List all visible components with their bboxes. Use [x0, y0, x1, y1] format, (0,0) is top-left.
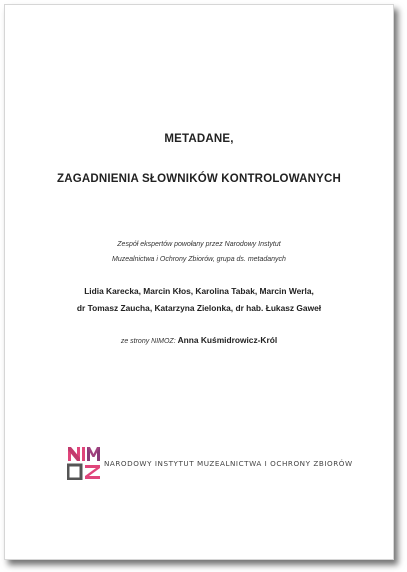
document-title-line-1: METADANE, — [164, 133, 234, 145]
source-label: ze strony NIMOZ: — [120, 338, 176, 345]
logo-text: NARODOWY INSTYTUT MUZEALNICTWA I OCHRONY ZBIORÓW — [104, 458, 353, 468]
source-name: Anna Kuśmidrowicz-Król — [177, 335, 278, 345]
source-credit — [5, 335, 393, 345]
document-page — [4, 4, 394, 560]
document-title-line-2: ZAGADNIENIA SŁOWNIKÓW KONTROLOWANYCH — [56, 173, 342, 185]
authors-line-1: Lidia Karecka, Marcin Kłos, Karolina Tabak, Marcin Werla, — [84, 286, 314, 296]
nimoz-logo — [67, 446, 353, 480]
team-description-line-2: Muzealnictwa i Ochrony Zbiorów, grupa ds. metadanych — [112, 256, 286, 263]
authors-line-2: dr Tomasz Zaucha, Katarzyna Zielonka, dr hab. Łukasz Gaweł — [76, 303, 322, 313]
team-description-line-1: Zespół ekspertów powołany przez Narodowy Instytut — [117, 241, 281, 248]
nimoz-logo-icon — [67, 446, 101, 480]
